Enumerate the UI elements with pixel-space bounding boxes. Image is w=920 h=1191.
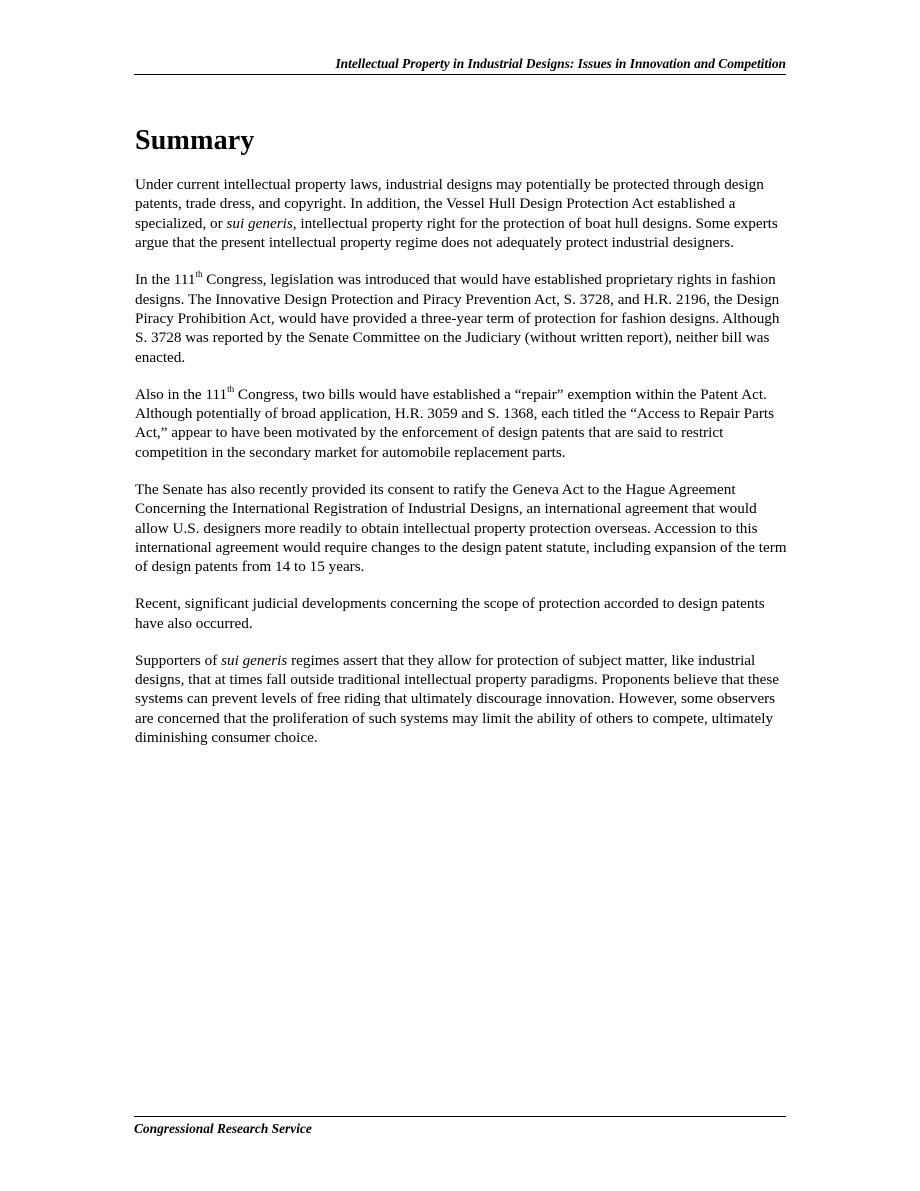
- page-footer: Congressional Research Service: [134, 1116, 786, 1138]
- section-title: Summary: [135, 125, 255, 156]
- emphasis-text: sui generis: [226, 214, 293, 232]
- paragraph-fashion-legislation: [135, 270, 790, 367]
- paragraph-judicial-developments: Recent, significant judicial developments concerning the scope of protection accorded to design patents have also occurred.: [135, 595, 765, 632]
- paragraph-text: In the 111: [135, 271, 196, 289]
- paragraph-intro: [135, 175, 790, 253]
- paragraph-text: Supporters of: [135, 651, 222, 669]
- ordinal-superscript: th: [195, 269, 203, 280]
- paragraph-text: regimes assert that they allow for protection of subject matter, like industrial designs, that at times fall outside traditional intellectual property paradigms. Proponents believe that these systems can prevent levels of free riding that ultimately discourage innovation. However, some observers are concerned that the proliferation of such systems may limit the ability of others to compete, ultimately diminishing consumer choice.: [135, 651, 780, 747]
- paragraph-text: Congress, two bills would have established a “repair” exemption within the Patent Act. Although potentially of broad application, H.R. 3059 and S. 1368, each titled the “Access to Repair Parts Act,” appear to have been motivated by the enforcement of design patents that are said to restrict competition in the secondary market for automobile replacement parts.: [135, 385, 775, 461]
- paragraph-repair-exemption: [135, 385, 790, 463]
- ordinal-superscript: th: [227, 383, 235, 394]
- paragraph-sui-generis-debate: [135, 651, 790, 748]
- paragraph-text: Congress, legislation was introduced that would have established proprietary rights in fashion designs. The Innovative Design Protection and Piracy Prevention Act, S. 3728, and H.R. 2196, the Design Piracy Prohibition Act, would have provided a three-year term of protection for fashion designs. Although S. 3728 was reported by the Senate Committee on the Judiciary (without written report), neither bill was enacted.: [135, 271, 780, 366]
- paragraph-text: Also in the 111: [135, 385, 228, 403]
- page-body: [135, 121, 790, 765]
- paragraph-geneva-act: The Senate has also recently provided its consent to ratify the Geneva Act to the Hague Agreement Concerning the International Registration of Industrial Designs, an international agreement that would allow U.S. designers more readily to obtain intellectual property protection overseas. Accession to this international agreement would require changes to the design patent statute, including expansion of the term of design patents from 14 to 15 years.: [135, 480, 787, 576]
- paragraph-text: Under current intellectual property laws, industrial designs may potentially be protected through design patents, trade dress, and copyright. In addition, the Vessel Hull Design Protection Act established a specialized, or: [135, 176, 764, 232]
- running-header: Intellectual Property in Industrial Designs: Issues in Innovation and Competition: [134, 55, 786, 75]
- emphasis-text: sui generis: [221, 651, 288, 669]
- paragraph-text: , intellectual property right for the protection of boat hull designs. Some experts argue that the present intellectual property regime does not adequately protect industrial designers.: [135, 214, 778, 252]
